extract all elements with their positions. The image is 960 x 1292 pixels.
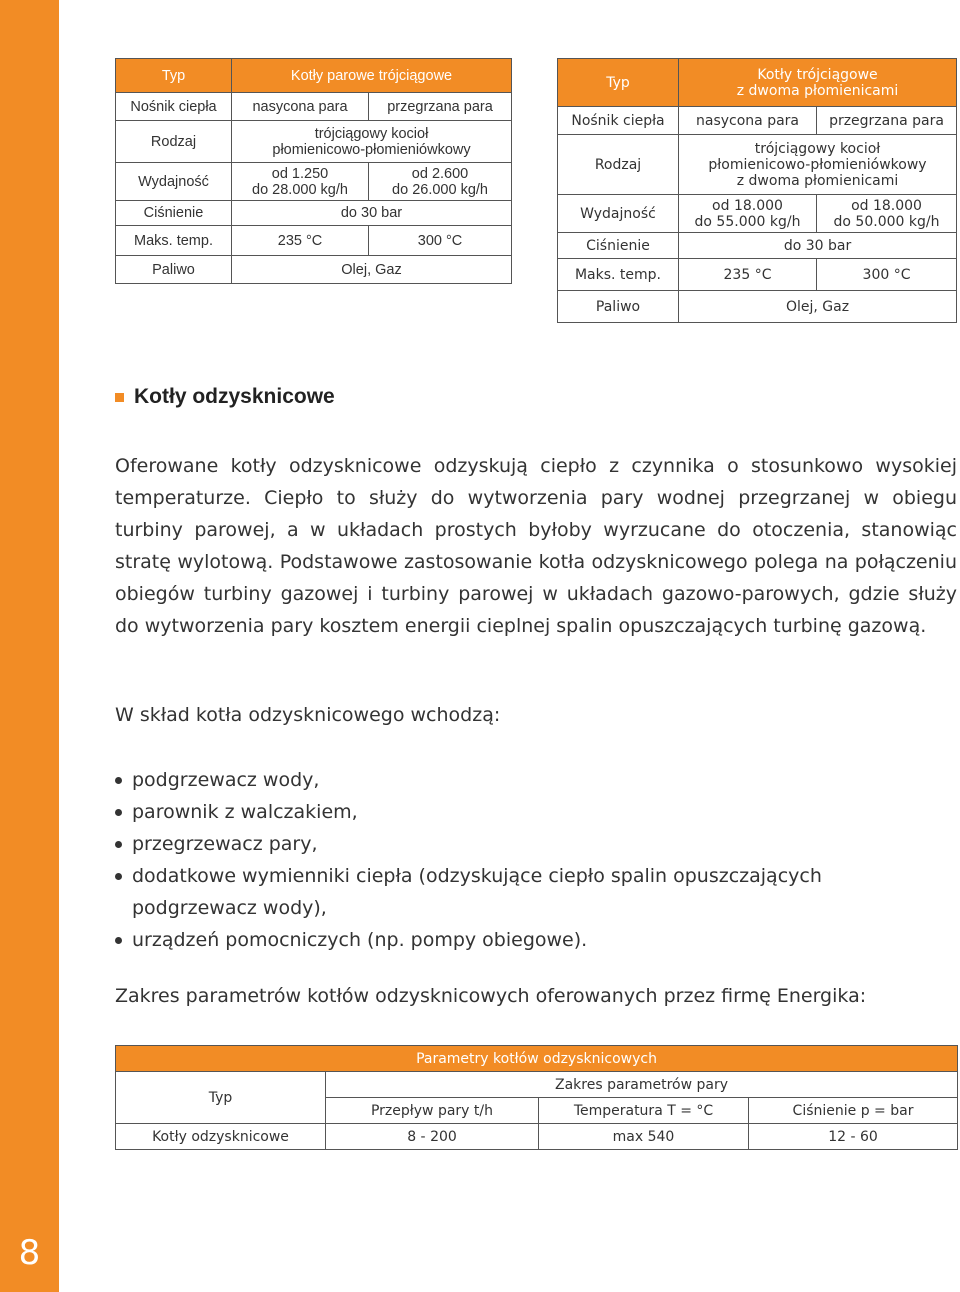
t3-title: Parametry kotłów odzysknicowych (116, 1046, 958, 1072)
t2-typ-header: Typ (558, 59, 679, 107)
t1-title: Kotły parowe trójciągowe (232, 59, 512, 93)
t3-row-name: Kotły odzysknicowe (116, 1124, 326, 1150)
t2-cisnienie-label: Ciśnienie (558, 233, 679, 259)
t2-maks-temp-label: Maks. temp. (558, 259, 679, 291)
t2-cisnienie-value: do 30 bar (679, 233, 957, 259)
page-number: 8 (18, 1233, 41, 1273)
table-kotly-dwoma-plomienicami (557, 58, 957, 323)
table-parametry (115, 1045, 958, 1150)
t1-paliwo-label: Paliwo (116, 256, 232, 284)
components-list (115, 764, 957, 956)
t1-temp1: 235 °C (232, 226, 369, 256)
t3-row-v3: 12 - 60 (749, 1124, 958, 1150)
t2-wyd2: od 18.000 do 50.000 kg/h (817, 195, 957, 233)
t2-title: Kotły trójciągowe z dwoma płomienicami (679, 59, 957, 107)
t1-typ-header: Typ (116, 59, 232, 93)
t3-row-v2: max 540 (539, 1124, 749, 1150)
zakres-text: Zakres parametrów kotłów odzysknicowych oferowanych przez firmę Energika: (115, 985, 867, 1007)
t3-typ-label: Typ (116, 1072, 326, 1124)
t1-maks-temp-label: Maks. temp. (116, 226, 232, 256)
t1-rodzaj-value: trójciągowy kocioł płomienicowo-płomieniówkowy (232, 121, 512, 163)
t2-wyd1: od 18.000 do 55.000 kg/h (679, 195, 817, 233)
list-item: urządzeń pomocniczych (np. pompy obiegowe). (115, 924, 957, 956)
t2-przegrzana: przegrzana para (817, 107, 957, 135)
t1-cisnienie-value: do 30 bar (232, 201, 512, 226)
list-item: parownik z walczakiem, (115, 796, 957, 828)
square-bullet-icon (115, 393, 124, 402)
t1-wydajnosc-label: Wydajność (116, 163, 232, 201)
list-item: dodatkowe wymienniki ciepła (odzyskujące ciepło spalin opuszczających podgrzewacz wody), (115, 860, 922, 924)
section-paragraph: Oferowane kotły odzysknicowe odzyskują ciepło z czynnika o stosunkowo wysokiej temperaturze. Ciepło to służy do wytworzenia pary wodnej przegrzanej w obiegu turbiny parowej, a w układach prostych byłoby wyrzucane do otoczenia, stanowiąc stratę wylotową. Podstawowe zastosowanie kotła odzysknicowego polega na połączeniu obiegów turbiny gazowej i turbiny parowej w układach gazowo-parowych, gdzie służy do wytworzenia pary kosztem energii cieplnej spalin opuszczających turbinę gazową. (115, 455, 957, 637)
t2-rodzaj-value: trójciągowy kocioł płomienicowo-płomieniówkowy z dwoma płomienicami (679, 135, 957, 195)
t3-col2: Temperatura T = °C (539, 1098, 749, 1124)
t2-nasycona: nasycona para (679, 107, 817, 135)
t1-wyd1: od 1.250 do 28.000 kg/h (232, 163, 369, 201)
sidebar-strip (0, 0, 59, 1292)
t1-nasycona: nasycona para (232, 93, 369, 121)
t2-rodzaj-label: Rodzaj (558, 135, 679, 195)
t1-wyd2: od 2.600 do 26.000 kg/h (369, 163, 512, 201)
section-heading: Kotły odzysknicowe (115, 385, 335, 409)
t1-przegrzana: przegrzana para (369, 93, 512, 121)
t1-cisnienie-label: Ciśnienie (116, 201, 232, 226)
t2-wydajnosc-label: Wydajność (558, 195, 679, 233)
list-item: przegrzewacz pary, (115, 828, 957, 860)
t1-rodzaj-label: Rodzaj (116, 121, 232, 163)
t2-temp1: 235 °C (679, 259, 817, 291)
t2-paliwo-value: Olej, Gaz (679, 291, 957, 323)
list-item: podgrzewacz wody, (115, 764, 957, 796)
t2-nosnik-label: Nośnik ciepła (558, 107, 679, 135)
t3-row-v1: 8 - 200 (326, 1124, 539, 1150)
t2-temp2: 300 °C (817, 259, 957, 291)
t2-paliwo-label: Paliwo (558, 291, 679, 323)
list-intro: W skład kotła odzysknicowego wchodzą: (115, 704, 501, 726)
table-kotly-parowe (115, 58, 512, 284)
t1-temp2: 300 °C (369, 226, 512, 256)
t3-zakres-label: Zakres parametrów pary (326, 1072, 958, 1098)
t1-paliwo-value: Olej, Gaz (232, 256, 512, 284)
t1-nosnik-label: Nośnik ciepła (116, 93, 232, 121)
t3-col3: Ciśnienie p = bar (749, 1098, 958, 1124)
t3-col1: Przepływ pary t/h (326, 1098, 539, 1124)
